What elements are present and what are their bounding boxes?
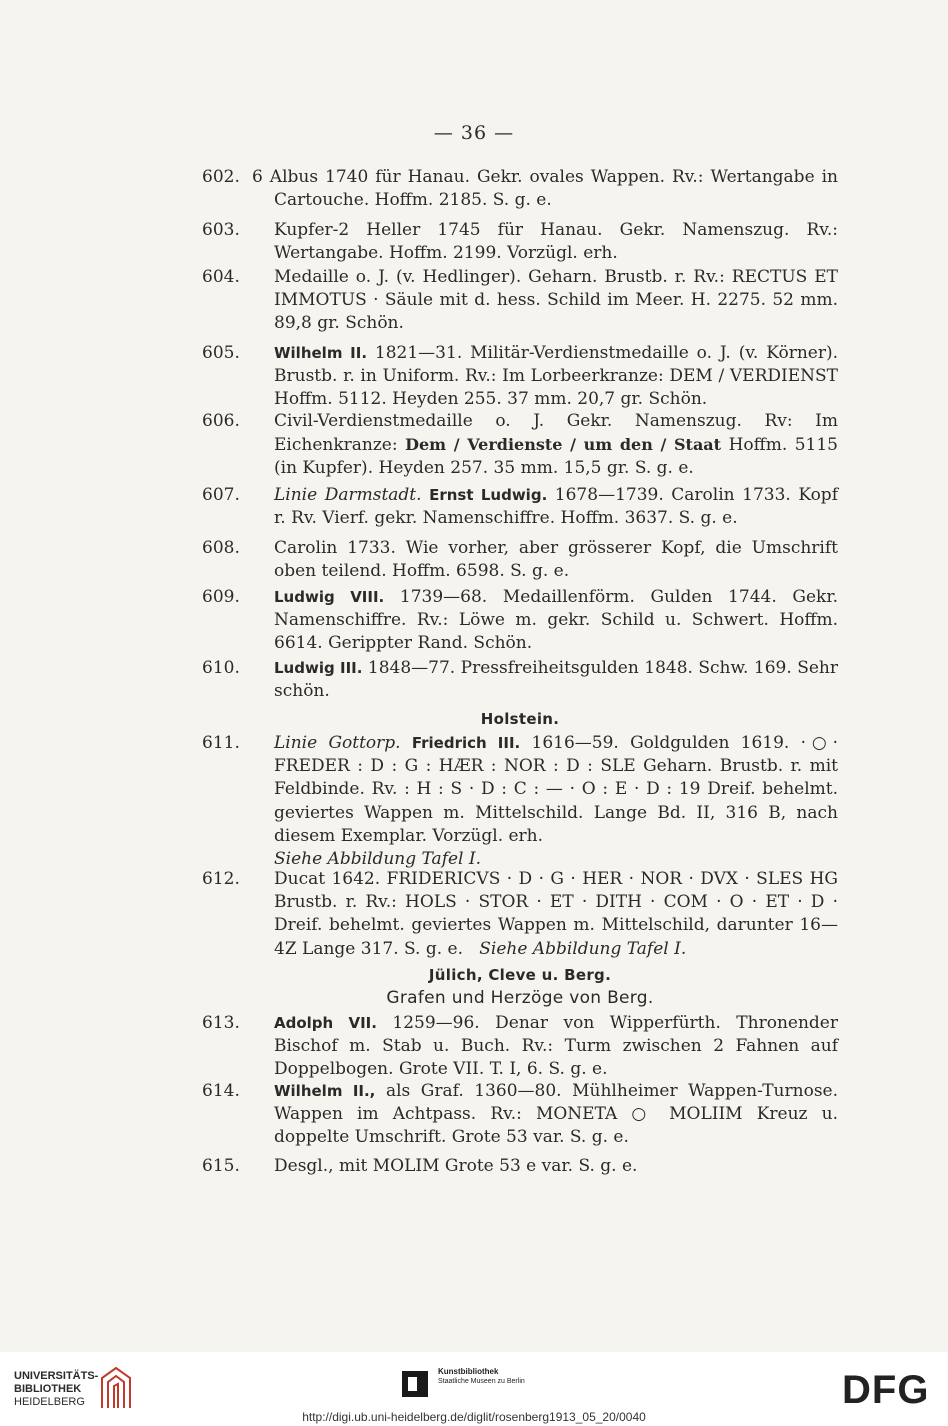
kunstbibliothek-name: Kunstbibliothek [438, 1367, 499, 1376]
catalog-entry-612 [202, 868, 838, 961]
catalog-entry-614 [202, 1080, 838, 1150]
catalog-entry-603 [202, 219, 838, 265]
ruler-name: Ernst Ludwig. [429, 486, 548, 504]
entry-number: 606. [202, 411, 240, 431]
entry-text: Civil-Verdienstmedaille o. J. Gekr. Namenszug. Rv: Im Eichenkranze: [274, 411, 838, 456]
ruler-name: Ludwig III. [274, 659, 363, 677]
catalog-entry-611 [202, 732, 838, 871]
permalink-url[interactable]: http://digi.ub.uni-heidelberg.de/diglit/rosenberg1913_05_20/0040 [302, 1410, 646, 1424]
catalog-entry-615 [202, 1155, 838, 1178]
entry-number: 602. [202, 167, 240, 187]
entry-text: 1848—77. Pressfreiheitsgulden 1848. Schw. 169. Sehr schön. [274, 658, 839, 702]
ruler-name: Adolph VII. [274, 1014, 377, 1032]
library-name-line: UNIVERSITÄTS- [14, 1370, 99, 1382]
entry-text: Kupfer-2 Heller 1745 für Hanau. Gekr. Namenszug. Rv.: Wertangabe. Hoffm. 2199. Vorzügl. erh. [274, 220, 838, 264]
entry-text: Hoffm. 5115 (in Kupfer). Heyden 257. 35 mm. 15,5 gr. S. g. e. [274, 435, 838, 479]
entry-number: 614. [202, 1081, 240, 1101]
catalog-entry-604 [202, 266, 838, 336]
line-name: Linie Gottorp. [274, 733, 401, 753]
entry-text: 6 Albus 1740 für Hanau. Gekr. ovales Wappen. Rv.: Wertangabe in Cartouche. Hoffm. 2185. S. g. e. [252, 167, 838, 211]
figure-reference: Siehe Abbildung Tafel I. [479, 938, 687, 959]
entry-text: Desgl., mit MOLIM Grote 53 e var. S. g. e. [274, 1156, 638, 1176]
section-heading-juelich: Jülich, Cleve u. Berg. [428, 966, 612, 984]
digitization-footer [0, 1352, 948, 1426]
library-name [14, 1370, 98, 1409]
entry-text: 1821—31. Militär-Verdienstmedaille o. J. (v. Körner). Brustb. r. in Uniform. Rv.: Im Lorbeerkranze: DEM / VERDIENST Hoffm. 5112. Heyden 255. 37 mm. 20,7 gr. Schön. [274, 343, 838, 410]
entry-text: Ducat 1642. FRIDERICVS · D · G · HER · NOR · DVX · SLES HG Brustb. r. Rv.: HOLS · STOR · ET · DITH · COM · O · ET · D · Dreif. behelmt. geviertes Wappen m. Mittelschild, darunter 16—4Z Lange 317. S. g. e. [274, 869, 838, 959]
entry-text: Carolin 1733. Wie vorher, aber grösserer Kopf, die Umschrift oben teilend. Hoffm. 6598. S. g. e. [274, 538, 838, 582]
entry-number: 604. [202, 267, 240, 287]
entry-text: 1739—68. Medaillenförm. Gulden 1744. Gekr. Namenschiffre. Rv.: Löwe m. gekr. Schild u. Schwert. Hoffm. 6614. Gerippter Rand. Schön. [274, 587, 838, 654]
library-name-line: HEIDELBERG [14, 1396, 85, 1408]
catalog-entry-602 [202, 166, 838, 212]
entry-text: 1616—59. Goldgulden 1619. ·○· FREDER : D : G : HÆR : NOR : D : SLE Geharn. Brustb. r. mit Feldbinde. Rv. : H : S · D : C : — · O : E · D : 19 Dreif. behelmt. geviertes Wappen m. Mittelschild. Lange Bd. II, 316 B, nach diesem Exemplar. Vorzügl. erh. [274, 733, 838, 846]
entry-number: 610. [202, 658, 240, 678]
entry-number: 613. [202, 1013, 240, 1033]
entry-number: 608. [202, 538, 240, 558]
ruler-name: Wilhelm II. [274, 344, 368, 362]
library-name-line: BIBLIOTHEK [14, 1383, 82, 1395]
entry-text: als Graf. 1360—80. Mühlheimer Wappen-Turnose. Wappen im Achtpass. Rv.: MONETA ○ MOLIIM Kreuz u. doppelte Umschrift. Grote 53 var. S. g. e. [274, 1081, 839, 1148]
entry-number: 607. [202, 485, 240, 505]
library-logo-icon [98, 1364, 134, 1412]
dfg-logo: DFG [842, 1368, 930, 1412]
subsection-heading-berg: Grafen und Herzöge von Berg. [386, 988, 654, 1008]
entry-number: 605. [202, 343, 240, 363]
entry-text: 1678—1739. Carolin 1733. Kopf r. Rv. Vierf. gekr. Namenschiffre. Hoffm. 3637. S. g. e. [274, 485, 838, 529]
catalog-entry-610 [202, 657, 838, 703]
entry-number: 609. [202, 587, 240, 607]
ruler-name: Ludwig VIII. [274, 588, 385, 606]
entry-number: 612. [202, 869, 240, 889]
fraktur-inscription: Dem / Verdienste / um den / Staat [405, 435, 722, 455]
line-name: Linie Darmstadt. [274, 485, 422, 505]
catalog-entry-606 [202, 410, 838, 481]
section-heading-holstein: Holstein. [480, 710, 560, 728]
entry-text: 1259—96. Denar von Wipperfürth. Thronender Bischof m. Stab u. Buch. Rv.: Turm zwischen 2 Fahnen auf Doppelbogen. Grote VII. T. I, 6. S. g. e. [274, 1013, 838, 1080]
catalog-entry-607 [202, 484, 838, 530]
ruler-name: Friedrich III. [411, 734, 521, 752]
catalog-entry-613 [202, 1012, 838, 1082]
entry-number: 615. [202, 1156, 240, 1176]
catalog-entry-605 [202, 342, 838, 412]
page-number: — 36 — [433, 122, 515, 144]
entry-number: 603. [202, 220, 240, 240]
entry-number: 611. [202, 733, 240, 753]
kunstbibliothek-subtitle: Staatliche Museen zu Berlin [438, 1378, 525, 1385]
figure-reference: Siehe Abbildung Tafel I. [274, 849, 482, 870]
catalog-entry-608 [202, 537, 838, 583]
catalog-entry-609 [202, 586, 838, 656]
ruler-name: Wilhelm II., [274, 1082, 376, 1100]
kunstbibliothek-mark-icon [402, 1371, 428, 1397]
entry-text: Medaille o. J. (v. Hedlinger). Geharn. Brustb. r. Rv.: RECTUS ET IMMOTUS · Säule mit d. hess. Schild im Meer. H. 2275. 52 mm. 89,8 gr. Schön. [274, 267, 838, 334]
